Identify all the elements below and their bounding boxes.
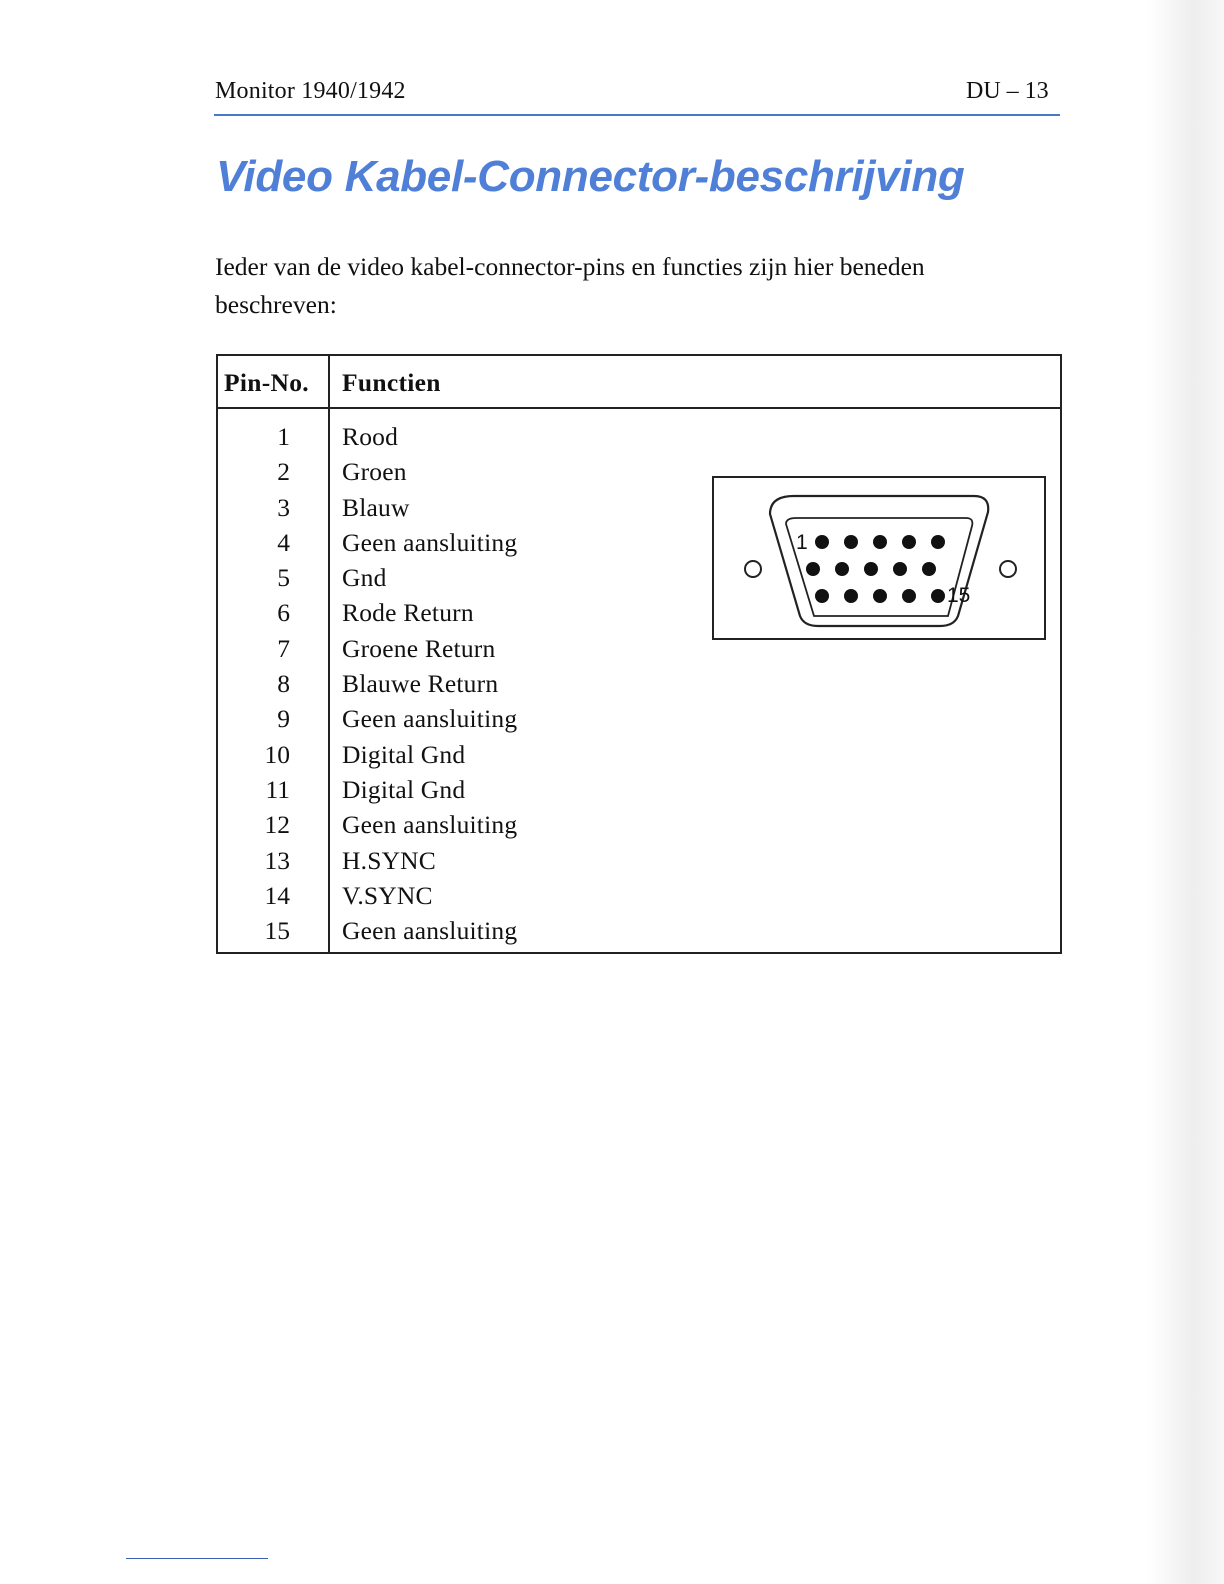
pin-dot-1 bbox=[815, 535, 829, 549]
pin-dot-2 bbox=[844, 535, 858, 549]
pin-number: 15 bbox=[264, 916, 290, 946]
pin-number: 10 bbox=[264, 739, 290, 769]
header-rule bbox=[214, 114, 1060, 116]
pin-number: 8 bbox=[277, 669, 290, 699]
pin-dot-13 bbox=[873, 589, 887, 603]
table-row bbox=[218, 701, 778, 736]
page-edge-shadow bbox=[1146, 0, 1224, 1584]
pin-function: Geen aansluiting bbox=[342, 527, 518, 557]
pin-number: 4 bbox=[277, 527, 290, 557]
table-row bbox=[218, 525, 778, 560]
pin-function: V.SYNC bbox=[342, 880, 433, 910]
table-row bbox=[218, 560, 778, 595]
pin-number: 5 bbox=[277, 563, 290, 593]
table-row bbox=[218, 737, 778, 772]
diagram-frame bbox=[713, 477, 1045, 639]
pin-number: 9 bbox=[277, 704, 290, 734]
pin-dot-12 bbox=[844, 589, 858, 603]
page-title: Video Kabel-Connector-beschrijving bbox=[216, 152, 965, 201]
pin-number: 13 bbox=[264, 845, 290, 875]
pin-number: 1 bbox=[277, 422, 290, 451]
vga-connector-diagram bbox=[712, 476, 1046, 640]
pin-function: Digital Gnd bbox=[342, 739, 466, 769]
table-row bbox=[218, 772, 778, 807]
pin-dot-6 bbox=[806, 562, 820, 576]
pin-dot-11 bbox=[815, 589, 829, 603]
pin-label-first: 1 bbox=[796, 531, 808, 554]
pin-dot-3 bbox=[873, 535, 887, 549]
pin-function: Geen aansluiting bbox=[342, 916, 518, 946]
pin-label-last: 15 bbox=[947, 584, 971, 607]
pin-dot-8 bbox=[864, 562, 878, 576]
pin-dot-7 bbox=[835, 562, 849, 576]
pin-function: Geen aansluiting bbox=[342, 704, 518, 734]
pin-number: 3 bbox=[277, 492, 290, 522]
table-row bbox=[218, 878, 778, 913]
table-row bbox=[218, 666, 778, 701]
pin-function: H.SYNC bbox=[342, 845, 437, 875]
table-row bbox=[218, 631, 778, 666]
pin-function: Digital Gnd bbox=[342, 774, 466, 804]
pin-table bbox=[216, 354, 1062, 954]
table-body bbox=[218, 419, 778, 948]
pin-function: Groene Return bbox=[342, 633, 496, 663]
table-row bbox=[218, 807, 778, 842]
pin-number: 6 bbox=[277, 598, 290, 628]
footer-rule bbox=[126, 1558, 268, 1559]
pin-function: Rode Return bbox=[342, 598, 474, 628]
pin-function: Geen aansluiting bbox=[342, 810, 518, 840]
pin-number: 11 bbox=[265, 774, 290, 804]
header-row-rule bbox=[218, 407, 1060, 409]
running-header-title: Monitor 1940/1942 bbox=[215, 78, 406, 104]
pin-dot-4 bbox=[902, 535, 916, 549]
pin-number: 2 bbox=[277, 457, 290, 487]
pin-number: 12 bbox=[264, 810, 290, 840]
table-row bbox=[218, 913, 778, 948]
column-header-pin: Pin-No. bbox=[224, 368, 309, 397]
pin-number: 7 bbox=[277, 633, 290, 663]
page-number: DU – 13 bbox=[966, 78, 1049, 104]
table-row bbox=[218, 419, 778, 454]
table-row bbox=[218, 595, 778, 630]
pin-function: Rood bbox=[342, 422, 399, 451]
pin-number: 14 bbox=[264, 880, 290, 910]
pin-dot-9 bbox=[893, 562, 907, 576]
intro-paragraph: Ieder van de video kabel-connector-pins en functies zijn hier beneden beschreven: bbox=[215, 252, 925, 319]
pin-dot-14 bbox=[902, 589, 916, 603]
pin-dots bbox=[806, 535, 945, 603]
pin-dot-15 bbox=[931, 589, 945, 603]
pin-dot-10 bbox=[922, 562, 936, 576]
pin-dot-5 bbox=[931, 535, 945, 549]
pin-function: Blauwe Return bbox=[342, 669, 499, 699]
pin-function: Gnd bbox=[342, 563, 387, 593]
pin-function: Blauw bbox=[342, 492, 410, 522]
mounting-hole-left bbox=[745, 561, 761, 577]
mounting-hole-right bbox=[1000, 561, 1016, 577]
table-row bbox=[218, 454, 778, 489]
column-header-function: Functien bbox=[342, 368, 441, 397]
pin-function: Groen bbox=[342, 457, 407, 487]
table-row bbox=[218, 843, 778, 878]
table-row bbox=[218, 490, 778, 525]
